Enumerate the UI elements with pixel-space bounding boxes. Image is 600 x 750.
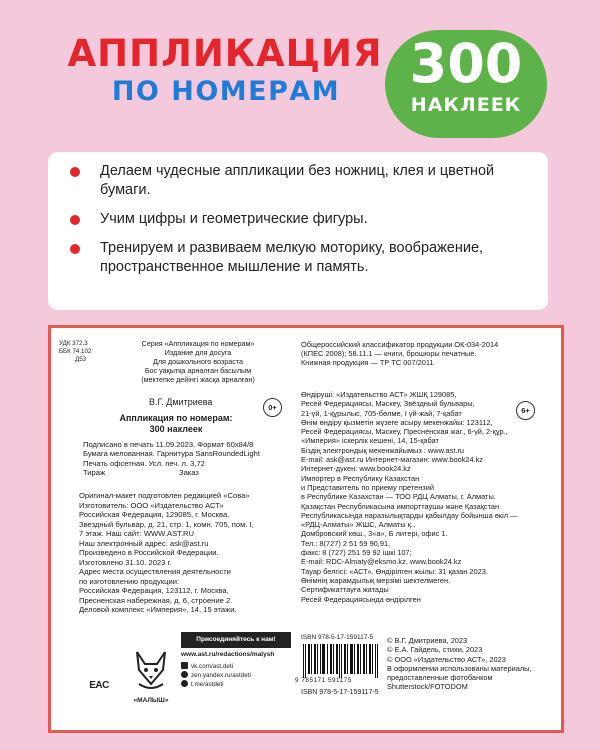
classifier-line: Книжная продукция — ТР ТС 007/2011 (301, 358, 434, 368)
print-line: Подписано в печать 11.09.2023. Формат 60х84/8 (83, 440, 254, 449)
social-site-link[interactable]: www.ast.ru/redactions/malysh (181, 651, 275, 658)
copyright-line: Shutterstock/FOTODOM (387, 682, 468, 692)
feature-text: Учим цифры и геометрические фигуры. (100, 211, 368, 227)
manufacturer-line: 7 этаж. Наш сайт: WWW.AST.RU (79, 529, 195, 538)
kz-line: Республикасында наразылықтарды қабылдау бойынша өкіл — (301, 510, 518, 520)
classification-codes (59, 340, 91, 364)
feature-list (48, 152, 548, 310)
copyright-line: © ООО «Издательство АСТ», 2023 (387, 654, 506, 664)
kz-line: Өнімнің жарамдылық мерзімі шектелмеген. (301, 575, 451, 585)
author-name: В.Г. Дмитриева (149, 397, 213, 407)
author-code: Д53 (75, 356, 87, 363)
manufacturer-line: по изготовлению продукции: (79, 576, 180, 586)
feature-item (66, 210, 540, 229)
kz-line: в Республике Казахстан — ТОО РДЦ Алматы, г. Алматы. (301, 492, 496, 502)
kz-line: Біздің электрондық мекенжайымыз : www.ast.ru (301, 445, 465, 455)
kz-line: Ресей Федерациясында өндірілген (301, 594, 421, 604)
book-title-line: 300 наклеек (149, 424, 203, 434)
social-heading: Присоединяйтесь к нам! (181, 632, 291, 648)
print-line: Бумага мелованная. Гарнитура SansRoundedLight (83, 449, 260, 459)
cover-title: АППЛИКАЦИЯ (67, 32, 383, 75)
product-classifier (301, 340, 563, 368)
series-line: Издание для досуга (164, 348, 232, 357)
badge-word: НАКЛЕЕК (410, 94, 522, 116)
kz-line: Тауар белгісі: «АСТ». Өндірілген жылы: 31 қазан 2023. (301, 566, 488, 576)
manufacturer-line: Изготовлено 31.10. 2023 г. (79, 557, 172, 567)
logo-text: «МАЛЫШ» (133, 697, 169, 705)
cover-subtitle: ПО НОМЕРАМ (111, 76, 341, 107)
kz-line: Домбровский көш., 3«а», Б литері, офис 1. (301, 529, 448, 539)
eac-mark-icon: EAC (89, 680, 109, 691)
copyright-line: В оформлении использованы материалы, (387, 663, 532, 673)
copyright-line: © Е.А. Гайдель, стихи, 2023 (387, 645, 483, 655)
bullet-dot-icon (70, 167, 80, 177)
manufacturer-line: Произведено в Российской Федерации. (79, 548, 219, 557)
manufacturer-line: Пресненская набережная, д. 6, строение 2. (79, 595, 233, 605)
vk-icon (181, 662, 188, 669)
imprint-panel (48, 325, 564, 733)
feature-text: Делаем чудесные аппликации без ножниц, клея и цветной бумаги. (100, 163, 495, 198)
series-block (123, 339, 273, 384)
kz-line: Интернет-дүкен: www.book24.kz (301, 464, 411, 474)
manufacturer-line: Наш электронный адрес: ask@ast.ru (79, 538, 209, 548)
telegram-icon (181, 680, 188, 687)
manufacturer-info (79, 491, 291, 615)
copyright-block (387, 636, 563, 692)
kz-line: Сертификаттауға жатады (301, 585, 389, 595)
barcode-digits: 9 785171 591175 (295, 677, 352, 684)
kz-line: Өнім өндіру қызметін жүзеге асыру мекенжайы: 123112, (301, 417, 493, 427)
kz-line: Импортер в Республику Казахстан (301, 473, 420, 483)
kz-line: Ресей Федерациясы, Мәскеу, Звёздный бульвары, (301, 399, 475, 409)
isbn-top: ISBN 978-5-17-159117-5 (301, 634, 374, 641)
social-link-telegram[interactable]: t.me/astdeti (181, 680, 296, 689)
kz-line: «РДЦ-Алматы» ЖШС, Алматы қ., (301, 520, 416, 530)
bullet-dot-icon (70, 215, 80, 225)
manufacturer-line: Оригинал-макет подготовлен редакцией «Сова» (79, 491, 250, 500)
age-rating-badge: 6+ (516, 401, 535, 420)
print-line: Печать офсетная. Усл. печ. л. 3,72 (83, 458, 205, 468)
feature-text: Тренируем и развиваем мелкую моторику, воображение, пространственное мышление и память. (100, 240, 484, 275)
manufacturer-line: Изготовитель: ООО «Издательство АСТ» (79, 500, 224, 510)
series-line: Для дошкольного возраста (152, 357, 244, 366)
series-line: Бос уақытқа арналған басылым (144, 366, 252, 375)
print-details (83, 440, 288, 478)
kz-line: E-mail: ask@ast.ru Интернет-магазин: www.book24.kz (301, 455, 484, 465)
badge-number: 300 (409, 32, 523, 95)
fox-logo-icon (129, 646, 173, 694)
kz-line: Қазақстан Республикасына импорттаушы және Қазақстан (301, 501, 500, 511)
feature-item (66, 162, 540, 200)
manufacturer-line: Российская Федерация, 123112, г. Москва, (79, 586, 229, 595)
bbk-code: ББК 74.102 (59, 348, 92, 355)
tirazh-row (83, 468, 288, 477)
series-line: (мектепке дейінгі жасқа арналған) (141, 375, 255, 384)
bullet-dot-icon (70, 244, 80, 254)
feature-item (66, 239, 540, 277)
kz-line: факс: 8 (727) 251 59 92 ішкі 107; (301, 548, 412, 558)
zen-icon (181, 671, 188, 678)
copyright-line: © В.Г. Дмитриева, 2023 (387, 636, 468, 645)
kz-line: 21-үй, 1-құрылыс, 705-бөлме, I үй-жай, 7-қабат (301, 408, 462, 418)
copyright-line: предоставленные фотобанком (387, 673, 493, 683)
kazakh-imprint-info (301, 390, 563, 604)
isbn-bottom: ISBN 978-5-17-159117-5 (301, 689, 379, 696)
age-rating-badge: 0+ (263, 398, 282, 417)
kz-line: Тел.: 8(727) 2 51 59 90,91, (301, 538, 391, 548)
kz-line: Ресей Федерациясы, Мәскеу, Пресненская жаг., 6-үй, 2-құр., (301, 427, 508, 437)
classifier-line: Общероссийский классификатор продукции ОК-034-2014 (301, 340, 499, 349)
book-title-line: Аппликация по номерам: (119, 413, 233, 423)
publisher-logo (129, 646, 173, 708)
manufacturer-line: Деловой комплекс «Империя», 14, 15 этажи. (79, 605, 237, 614)
series-line: Серия «Аппликация по номерам» (141, 339, 255, 348)
social-links (181, 662, 296, 689)
zakaz-label: Заказ (179, 468, 199, 478)
manufacturer-line: Российская Федерация, 129085, г. Москва, (79, 510, 230, 519)
classifier-line: (КПЕС 2008); 58.11.1 — книги, брошюры печатные. (301, 349, 477, 359)
kz-line: «Империя» іскерлік кешені, 14, 15-қабат (301, 436, 439, 446)
book-title (81, 413, 271, 435)
udk-code: УДК 372.3 (59, 340, 88, 347)
manufacturer-line: Звездный бульвар, д. 21, стр. 1, комн. 705, пом. I, (79, 519, 254, 529)
social-link-vk[interactable]: vk.com/ast.deti (181, 662, 296, 671)
manufacturer-line: Адрес места осуществления деятельности (79, 567, 231, 576)
tirazh-label: Тираж (83, 468, 106, 478)
kz-line: E-mail: RDC-Almaty@eksmo.kz, www.book24.kz (301, 557, 462, 567)
sticker-count-badge (385, 30, 547, 138)
social-link-zen[interactable]: zen.yandex.ru/astdeti (181, 671, 296, 680)
kz-line: и Представитель по приему претензий (301, 482, 434, 492)
kz-line: Өндіруші: «Издательство АСТ» ЖШҚ 129085, (301, 390, 457, 399)
